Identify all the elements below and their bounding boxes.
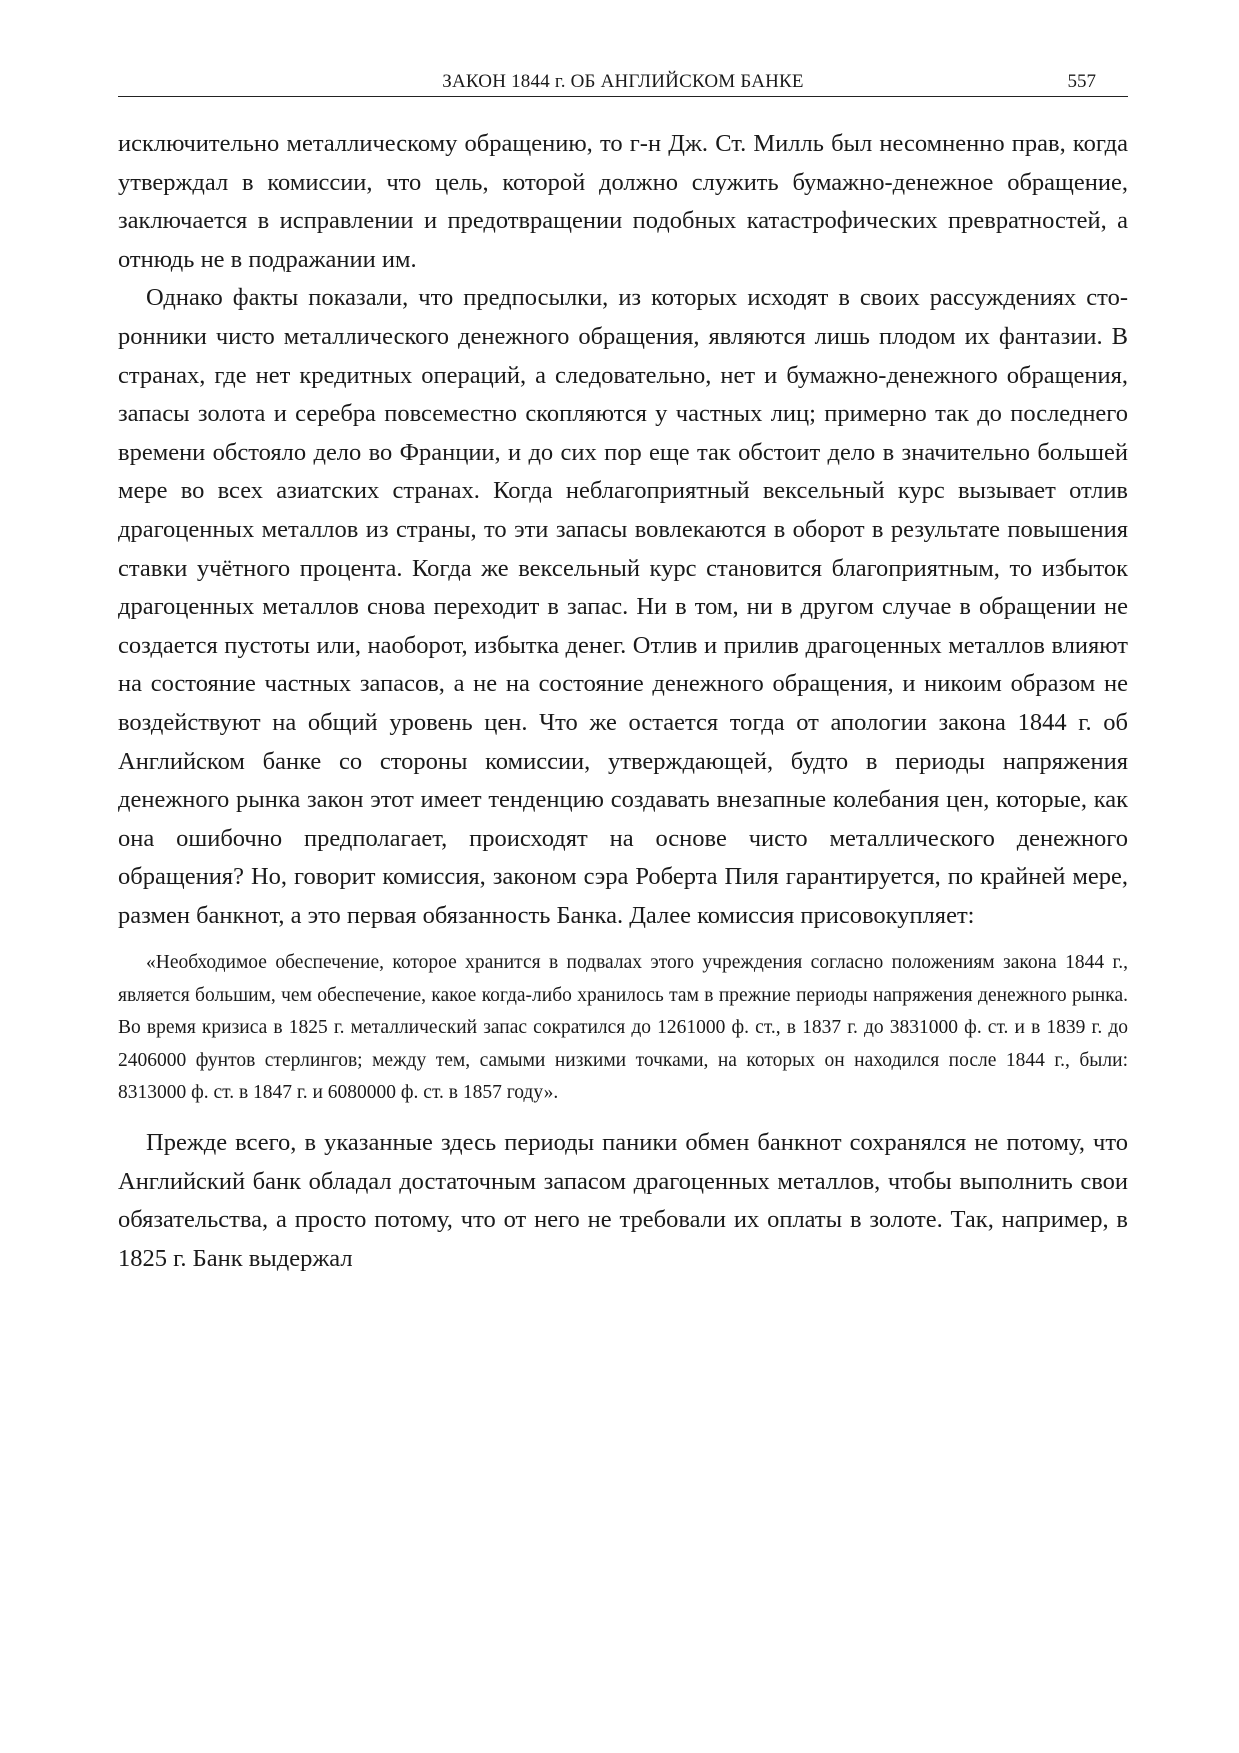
block-quote: «Необходимое обеспечение, которое хранится в подвалах этого учреждения согласно положениям закона 1844 г., является большим, чем обеспечение, какое когда-либо хранилось там в прежние периоды напряжения денежного рынка. Во время кризиса в 1825 г. металлический запас сократился до 1261000 ф. ст., в 1837 г. до 3831000 ф. ст. и в 1839 г. до 2406000 фунтов стерлингов; между тем, самыми низкими точками, на которых он находился после 1844 г., были: 8313000 ф. ст. в 1847 г. и 6080000 ф. ст. в 1857 году». [118, 952, 1128, 1104]
body-text [118, 125, 1128, 1278]
running-title: ЗАКОН 1844 г. ОБ АНГЛИЙСКОМ БАНКЕ [442, 71, 804, 92]
document-page [118, 70, 1128, 1278]
running-header [118, 70, 1128, 97]
paragraph: Однако факты показали, что предпосылки, из которых исходят в своих рассуждениях сторонники чисто металлического денежного обращения, являются лишь плодом их фантазии. В странах, где нет кредитных операций, а следовательно, нет и бумажно-денежного обращения, запасы золота и серебра повсеместно скопляются у частных лиц; примерно так до последнего времени обстояло дело во Франции, и до сих пор еще так обстоит дело в значительно большей мере во всех азиатских странах. Когда неблагоприятный вексельный курс вызывает отлив драгоценных металлов из страны, то эти запасы вовлекаются в оборот в результате повышения ставки учётного процента. Когда же вексельный курс становится благоприятным, то избыток драгоценных металлов снова переходит в запас. Ни в том, ни в другом случае в обращении не создается пустоты или, наоборот, избытка денег. Отлив и прилив драгоценных металлов влияют на состояние частных запасов, а не на состояние денежного обращения, и никоим образом не воздействуют на общий уровень цен. Что же остается тогда от апологии закона 1844 г. об Английском банке со стороны комиссии, утверждающей, будто в периоды напряжения денежного рынка закон этот имеет тенденцию создавать внезапные колебания цен, которые, как она ошибочно предполагает, происходят на основе чисто металлического денежного обращения? Но, говорит комиссия, законом сэра Роберта Пиля гарантируется, по крайней мере, размен банкнот, а это первая обязанность Банка. Далее комиссия присовокупляет: [118, 284, 1128, 929]
paragraph: Прежде всего, в указанные здесь периоды паники обмен банкнот сохранялся не потому, что Английский банк обладал достаточным запасом драгоценных металлов, чтобы выполнить свои обязательства, а просто потому, что от него не требовали их оплаты в золоте. Так, например, в 1825 г. Банк выдержал [118, 1128, 1128, 1272]
paragraph-continuation: исключительно металлическому обращению, то г-н Дж. Ст. Милль был несомненно прав, когда утверждал в комиссии, что цель, которой должно служить бумажно-денежное обращение, заключается в исправлении и предотвращении подобных катастрофических превратностей, а отнюдь не в подражании им. [118, 130, 1128, 273]
page-number: 557 [1067, 71, 1096, 92]
